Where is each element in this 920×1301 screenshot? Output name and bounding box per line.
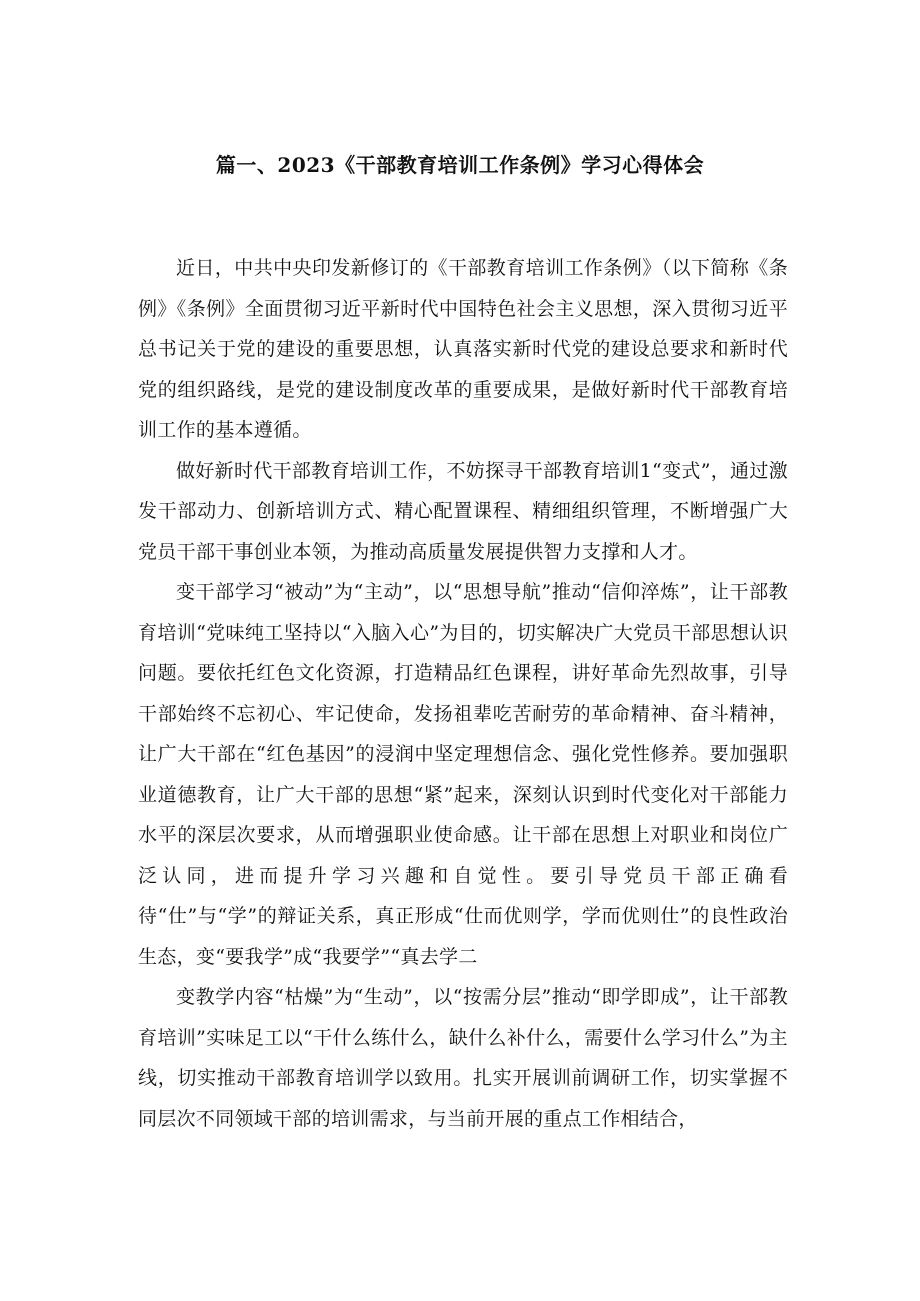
- document-body: [138, 248, 788, 1139]
- document-title: 篇一、2023《干部教育培训工作条例》学习心得体会: [215, 153, 705, 177]
- paragraph-3: 变干部学习“被动”为“主动”，以“思想导航”推动“信仰淬炼”，让干部教育培训“党味纯工坚持以“入脑入心”为目的，切实解决广大党员干部思想认识问题。要依托红色文化资源，打造精品红色课程，讲好革命先烈故事，引导干部始终不忘初心、牢记使命，发扬祖辈吃苦耐劳的革命精神、奋斗精神，让广大干部在“红色基因”的浸润中坚定理想信念、强化党性修养。要加强职业道德教育，让广大干部的思想“紧”起来，深刻认识到时代变化对干部能力水平的深层次要求，从而增强职业使命感。让干部在思想上对职业和岗位广泛认同，进而提升学习兴趣和自觉性。要引导党员干部正确看待“仕”与“学”的辩证关系，真正形成“仕而优则学，学而优则仕”的良性政治生态，变“要我学”成“我要学”“真去学二: [138, 581, 788, 968]
- paragraph-4: 变教学内容“枯燥”为“生动”，以“按需分层”推动“即学即成”，让干部教育培训”实味足工以“干什么练什么，缺什么补什么，需要什么学习什么”为主线，切实推动干部教育培训学以致用。扎实开展训前调研工作，切实掌握不同层次不同领域干部的培训需求，与当前开展的重点工作相结合，: [138, 986, 788, 1130]
- paragraph-2: 做好新时代干部教育培训工作，不妨探寻干部教育培训1“变式”，通过激发干部动力、创新培训方式、精心配置课程、精细组织管理，不断增强广大党员干部干事创业本领，为推动高质量发展提供智力支撑和人才。: [138, 459, 788, 563]
- paragraph-1: 近日，中共中央印发新修订的《干部教育培训工作条例》（以下简称《条例》《条例》全面贯彻习近平新时代中国特色社会主义思想，深入贯彻习近平总书记关于党的建设的重要思想，认真落实新时代党的建设总要求和新时代党的组织路线，是党的建设制度改革的重要成果，是做好新时代干部教育培训工作的基本遵循。: [138, 257, 788, 441]
